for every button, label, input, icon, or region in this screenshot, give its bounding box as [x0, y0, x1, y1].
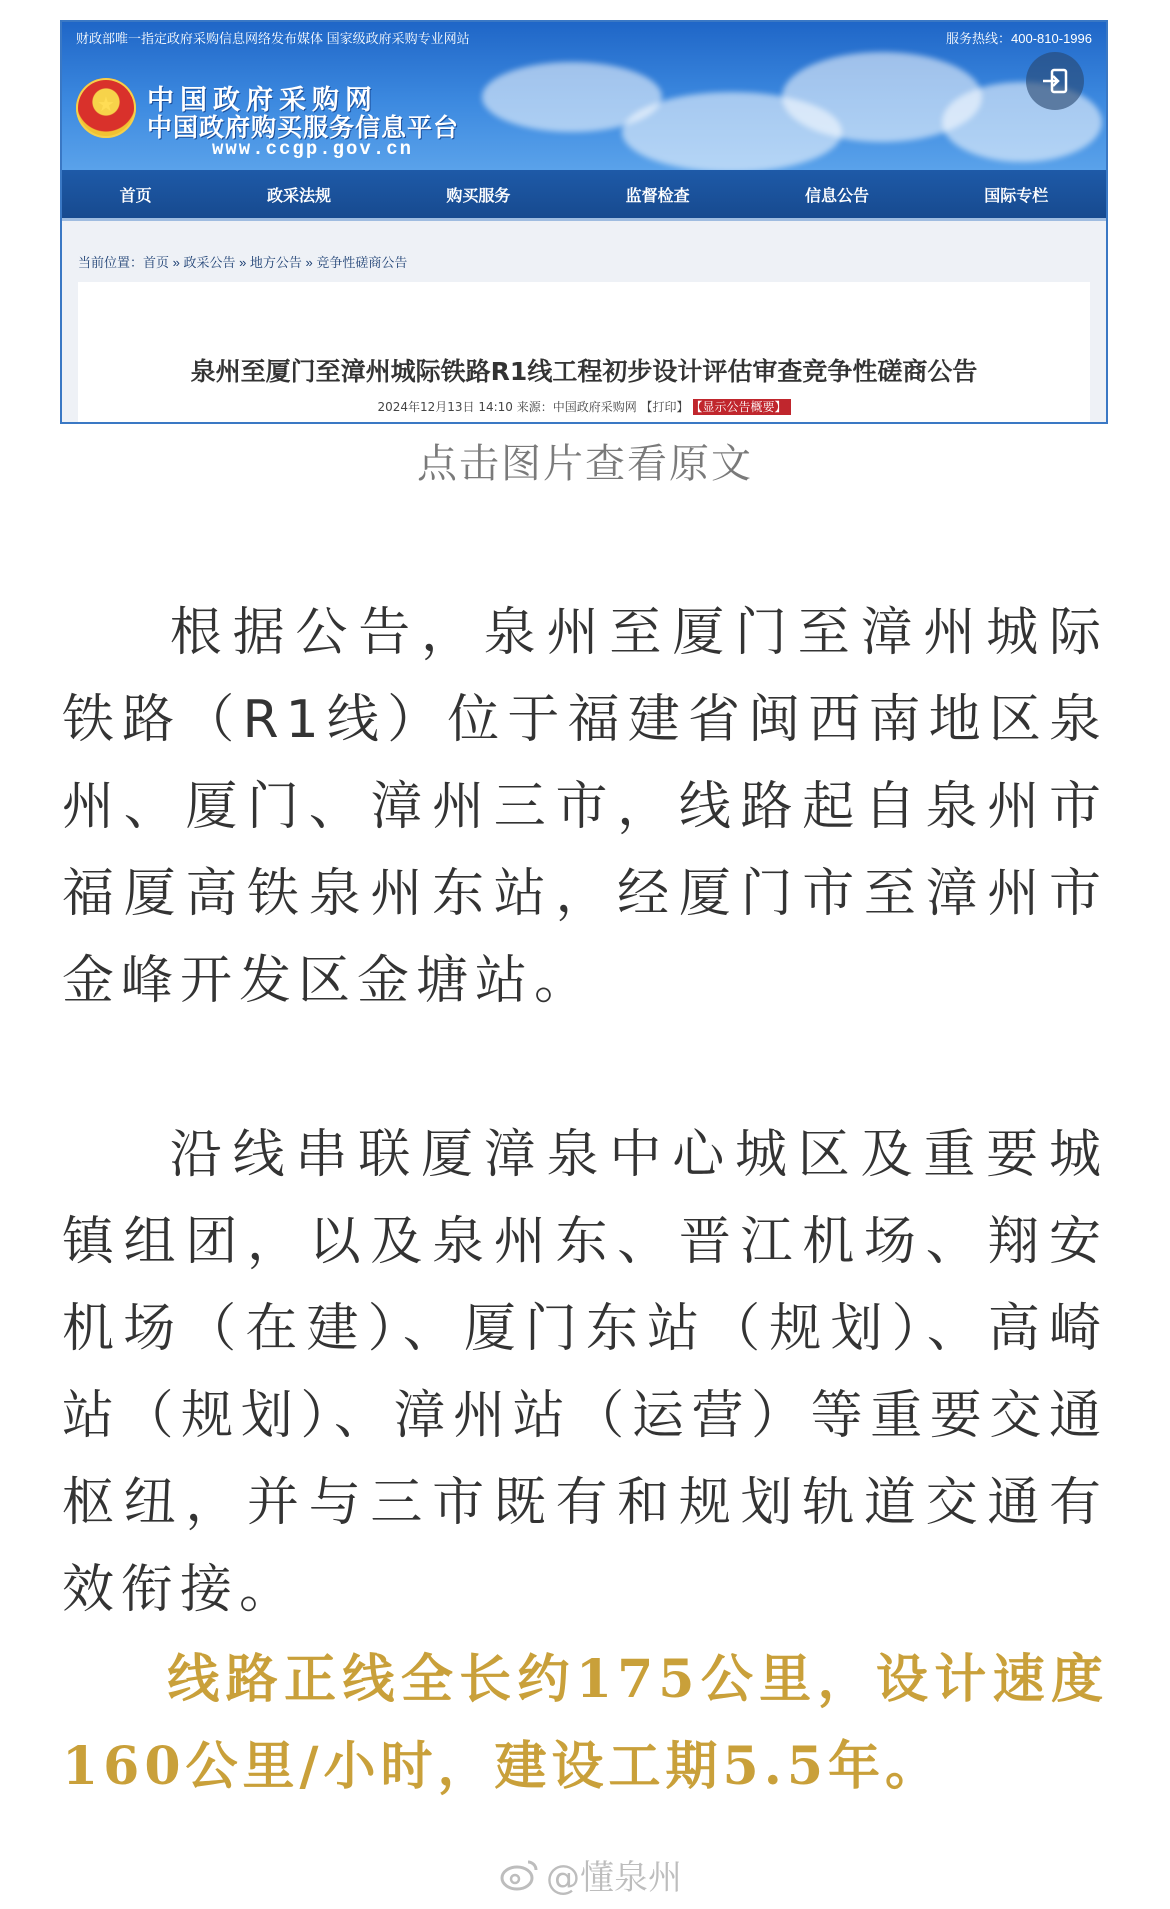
site-banner [62, 22, 1106, 170]
nav-item-purchase-services[interactable]: 购买服务 [446, 185, 511, 205]
show-summary-link[interactable]: 【显示公告概要】 [693, 399, 791, 415]
nav-item-home[interactable]: 首页 [119, 185, 152, 205]
paragraph-text: 根据公告，泉州至厦门至漳州城际铁路（R1线）位于福建省闽西南地区泉州、厦门、漳州三市，线路起自泉州市福厦高铁泉州东站，经厦门市至漳州市金峰开发区金塘站。 [62, 603, 1108, 1011]
exit-button[interactable] [1026, 52, 1084, 110]
site-slogan: 财政部唯一指定政府采购信息网络发布媒体 国家级政府采购专业网站 [76, 31, 470, 46]
site-logo-subtitle: 中国政府购买服务信息平台 [147, 113, 460, 142]
nav-item-international[interactable]: 国际专栏 [984, 185, 1049, 205]
highlight-text: 线路正线全长约175公里，设计速度160公里/小时，建设工期5.5年。 [62, 1649, 1108, 1797]
nav-item-announcements[interactable]: 信息公告 [804, 185, 869, 205]
nav-item-supervision[interactable]: 监督检查 [625, 185, 690, 205]
site-logo-title: 中国政府采购网 [147, 85, 378, 116]
service-hotline: 服务热线：400-810-1996 [946, 31, 1092, 46]
notice-card [78, 282, 1090, 424]
main-nav [62, 170, 1106, 221]
weibo-watermark [500, 1850, 682, 1899]
site-url: www.ccgp.gov.cn [212, 138, 414, 160]
national-emblem-icon: ★ [76, 78, 136, 138]
watermark-text: @懂泉州 [546, 1858, 682, 1898]
article-paragraph [62, 590, 1108, 1025]
highlight-paragraph [62, 1636, 1108, 1810]
notice-title: 泉州至厦门至漳州城际铁路R1线工程初步设计评估审查竞争性磋商公告 [190, 357, 978, 386]
image-caption[interactable]: 点击图片查看原文 [417, 441, 753, 487]
weibo-icon [500, 1858, 540, 1892]
exit-icon [1040, 66, 1070, 96]
nav-item-regulations[interactable]: 政采法规 [266, 185, 331, 205]
paragraph-text: 沿线串联厦漳泉中心城区及重要城镇组团，以及泉州东、晋江机场、翔安机场（在建）、厦门东站（规划）、高崎站（规划）、漳州站（运营）等重要交通枢纽，并与三市既有和规划轨道交通有效衔接。 [62, 1125, 1108, 1620]
breadcrumb[interactable]: 当前位置：首页 » 政采公告 » 地方公告 » 竞争性磋商公告 [78, 255, 408, 270]
notice-date-source: 2024年12月13日 14:10 来源：中国政府采购网 【打印】 [377, 400, 689, 414]
source-screenshot[interactable] [60, 20, 1108, 424]
article-paragraph [62, 1112, 1108, 1634]
notice-meta [78, 398, 1090, 415]
